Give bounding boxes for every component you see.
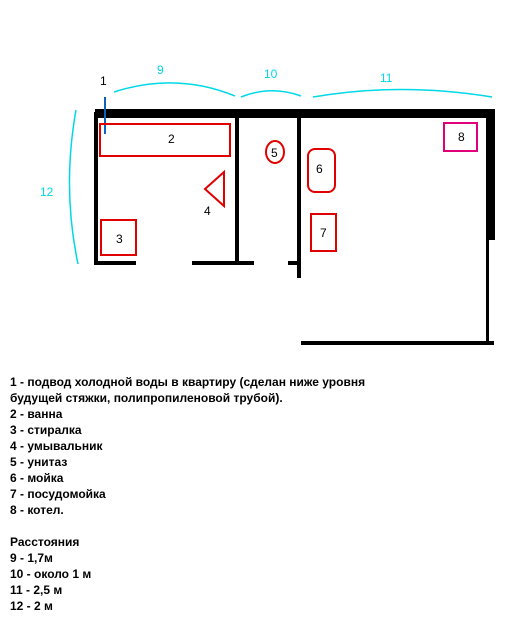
label-3: 3: [116, 232, 123, 246]
dimension-12-line: [69, 110, 78, 264]
legend-item: 8 - котел.: [10, 503, 64, 517]
label-6: 6: [316, 162, 323, 176]
bathtub: [100, 124, 230, 156]
right-wall: [486, 109, 495, 240]
distance-item: 10 - около 1 м: [10, 567, 92, 581]
dimension-label-12: 12: [40, 185, 54, 199]
label-2: 2: [168, 132, 175, 146]
dimension-label-9: 9: [157, 63, 164, 77]
dimension-label-10: 10: [264, 67, 278, 81]
legend-item: 1 - подвод холодной воды в квартиру (сделан ниже уровня: [10, 375, 366, 389]
distances-title: Расстояния: [10, 535, 80, 549]
dimension-9-line: [114, 83, 235, 96]
legend-item: 3 - стиралка: [10, 423, 82, 437]
kitchen-bottom-wall: [301, 341, 494, 345]
legend-item: 5 - унитаз: [10, 455, 68, 469]
distance-item: 9 - 1,7м: [10, 551, 53, 565]
walls: [94, 109, 495, 345]
right-wall-thin: [486, 235, 489, 345]
label-5: 5: [271, 146, 278, 160]
label-1: 1: [100, 74, 107, 88]
legend-item: будущей стяжки, полипропиленовой трубой).: [10, 391, 283, 405]
label-4: 4: [204, 204, 211, 218]
legend-item: 4 - умывальник: [10, 439, 103, 453]
top-wall: [95, 109, 495, 118]
distance-item: 11 - 2,5 м: [10, 583, 63, 597]
distance-item: 12 - 2 м: [10, 599, 53, 613]
legend-item: 6 - мойка: [10, 471, 64, 485]
label-8: 8: [458, 130, 465, 144]
dimension-10-line: [241, 91, 301, 97]
partition-wall-toilet-kitchen: [297, 112, 301, 278]
dimension-11-line: [313, 90, 492, 98]
label-7: 7: [320, 226, 327, 240]
legend: [10, 374, 490, 614]
bathroom-bottom-wall-left: [94, 261, 136, 265]
dimension-label-11: 11: [380, 71, 393, 85]
partition-wall-bath-toilet: [235, 112, 239, 265]
left-wall: [94, 112, 98, 265]
bathroom-bottom-wall-right: [192, 261, 254, 265]
washbasin: [205, 172, 224, 206]
legend-item: 2 - ванна: [10, 407, 63, 421]
legend-item: 7 - посудомойка: [10, 487, 106, 501]
